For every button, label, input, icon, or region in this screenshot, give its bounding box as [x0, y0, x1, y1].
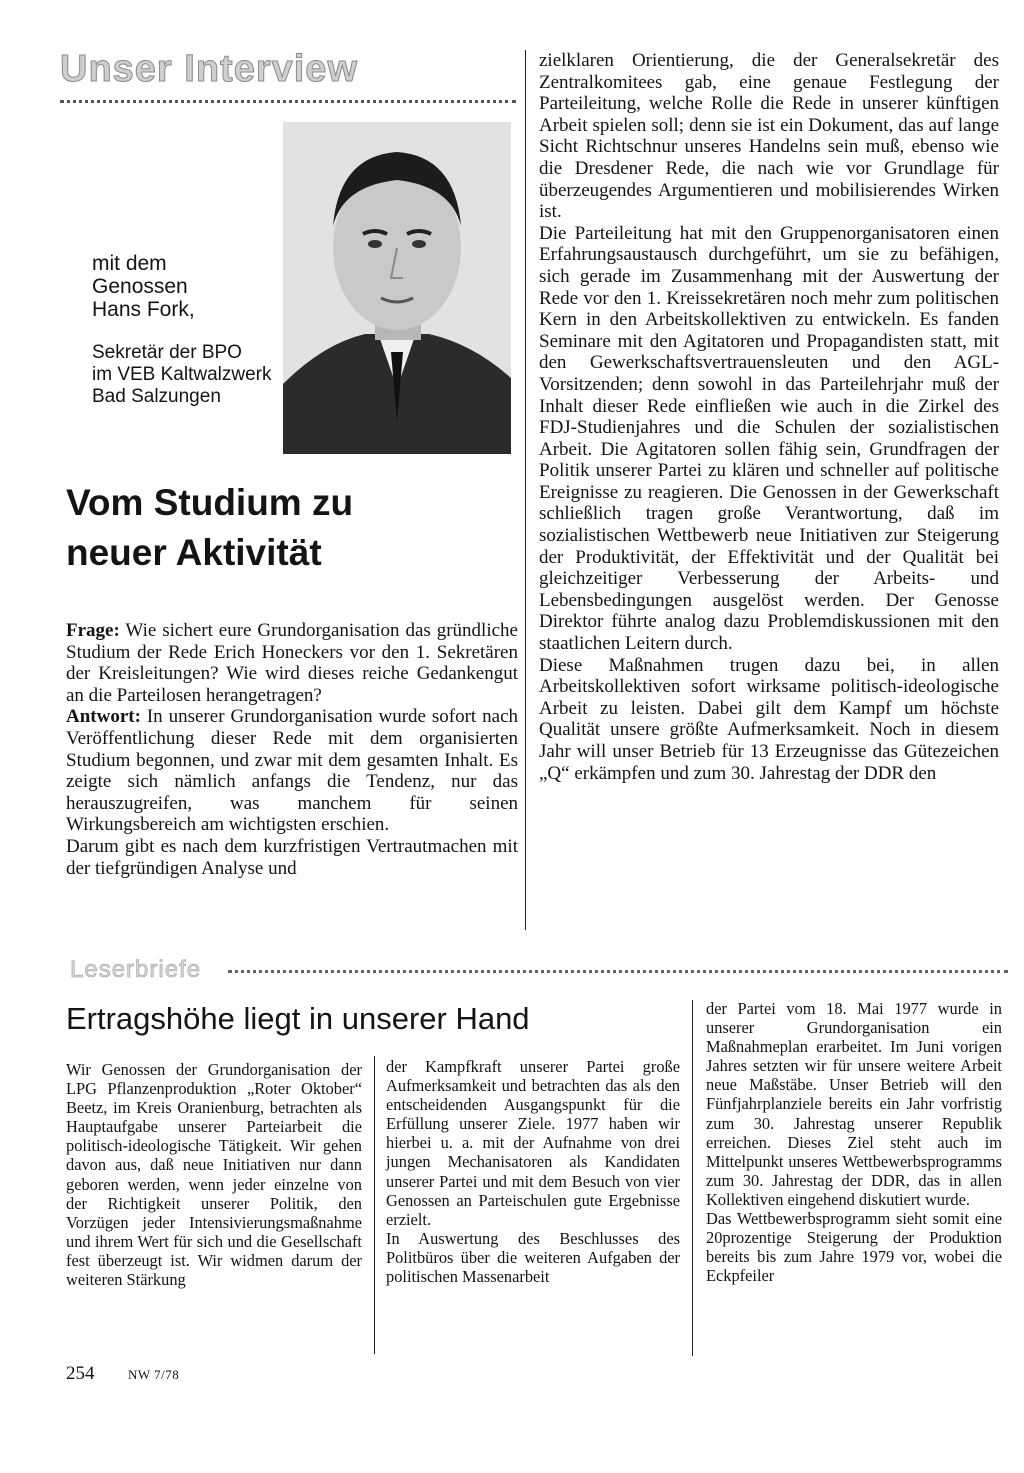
answer-label: Antwort:: [66, 706, 141, 728]
headline-line: Vom Studium zu: [66, 482, 354, 523]
intro-name-block: [92, 252, 282, 321]
letters-divider: [228, 970, 1008, 973]
letter-paragraph: der Kampfkraft unserer Partei große Aufmerksamkeit und betrachten das als den entscheidenden Ausgangspunkt für die Erfüllung unserer Ziele. 1977 haben wir hierbei u. a. mit der Aufnahme von drei jungen Mechanisatoren als Kandidaten unserer Partei und mit dem Besuch von vier Genossen an Parteischulen gute Ergebnisse erzielt.: [386, 1057, 680, 1229]
header-divider: [60, 100, 516, 103]
right-paragraph-3: Diese Maßnahmen trugen dazu bei, in allen Arbeitskollektiven sofort wirksame politisch-ideologische Arbeit zu leisten. Dabei gilt dem Kampf um höchste Qualität unsere größte Aufmerksamkeit. Noch in diesem Jahr will unser Betrieb für 13 Erzeugnisse das Gütezeichen „Q“ erkämpfen und zum 30. Jahrestag der DDR den: [539, 654, 999, 784]
letters-section-title: Leserbriefe: [70, 956, 202, 983]
interview-left-column: [66, 620, 518, 926]
letter-paragraph: der Partei vom 18. Mai 1977 wurde in unserer Grundorganisation ein Maßnahmeplan erarbeitet. Im Juni vorigen Jahres setzten wir für unsere weitere Arbeit neue Maßstäbe. Unser Betrieb will den Fünfjahrplanziele bereits ein Jahr vorfristig zum 30. Jahrestag unserer Republik erreichen. Dieses Ziel steht auch im Mittelpunkt unseres Wettbewerbsprogramms zum 30. Jahrestag der DDR, das in allen Kollektiven eingehend diskutiert wurde.: [706, 999, 1002, 1209]
question-label: Frage:: [66, 620, 120, 641]
page-number: 254: [66, 1363, 95, 1384]
portrait-photo: [283, 122, 511, 454]
answer-paragraph: [66, 706, 518, 836]
question-paragraph: [66, 620, 518, 706]
column-divider: [525, 50, 526, 930]
issue-label: NW 7/78: [128, 1367, 180, 1382]
answer-text: In unserer Grundorganisation wurde sofort nach Veröffentlichung dieser Rede mit dem organisierten Studium begonnen, und zwar mit dem gesamten Inhalt. Es zeigte sich nämlich anfangs die Tendenz, nur das herauszugreifen, was manchem für seinen Wirkungsbereich am wichtigsten erschien.: [66, 706, 519, 836]
question-text: Wie sichert eure Grundorganisation das gründliche Studium der Rede Erich Honeckers vor den 1. Sekretären der Kreisleitungen? Wie wird dieses reiche Gedankengut an die Parteilosen herangetragen?: [66, 620, 518, 706]
intro-line: mit dem: [92, 252, 167, 275]
column-divider: [374, 1056, 375, 1354]
intro-role-block: [92, 342, 292, 408]
letter-paragraph: In Auswertung des Beschlusses des Politbüros über die weiteren Aufgaben der politischen Massenarbeit: [386, 1228, 680, 1287]
intro-role-line: Sekretär der BPO: [92, 342, 242, 363]
column-divider: [692, 1000, 693, 1356]
letter-column-2: [386, 1057, 680, 1357]
letter-paragraph: Wir Genossen der Grundorganisation der LPG Pflanzenproduktion „Roter Oktober“ Beetz, im Kreis Oranienburg, betrachten als Hauptaufgabe unserer Parteiarbeit die politisch-ideologische Tätigkeit. Wir gehen davon aus, daß neue Initiativen nur dann geboren werden, wenn jeder einzelne von der Richtigkeit unserer Politik, den Vorzügen jeder Intensivierungsmaßnahme und ihrem Wert für sich und die Gesellschaft fest überzeugt ist. Wir widmen darum der weiteren Stärkung: [66, 1060, 362, 1290]
section-title: Unser Interview: [60, 48, 358, 90]
letters-headline: Ertragshöhe liegt in unserer Hand: [66, 1001, 530, 1036]
right-paragraph-1: zielklaren Orientierung, die der Generalsekretär des Zentralkomitees gab, eine genaue Festlegung der Parteileitung, welche Rolle die Rede in unserer künftigen Arbeit spielen soll; denn sie ist ein Dokument, das auf lange Sicht Richtschnur unseres Handelns sein muß, ebenso wie die Dresdener Rede, die nach wie vor Grundlage für überzeugendes Argumentieren und mobilisierendes Wirken ist.: [539, 50, 999, 223]
answer-paragraph-2: Darum gibt es nach dem kurzfristigen Vertrautmachen mit der tiefgründigen Analyse und: [66, 835, 518, 879]
intro-role-line: Bad Salzungen: [92, 386, 221, 407]
article-headline: [66, 478, 486, 578]
intro-line: Hans Fork,: [92, 298, 195, 321]
letter-column-3: [706, 999, 1002, 1355]
intro-role-line: im VEB Kaltwalzwerk: [92, 364, 272, 385]
headline-line: neuer Aktivität: [66, 532, 322, 573]
letter-column-1: [66, 1060, 362, 1352]
interview-right-column: [539, 50, 999, 922]
intro-line: Genossen: [92, 275, 188, 298]
portrait-photo-drawing: [283, 122, 511, 454]
right-paragraph-2: Die Parteileitung hat mit den Gruppenorganisatoren einen Erfahrungsaustausch durchgeführt, um sie zu befähigen, sich gerade im Zusammenhang mit der Auswertung der Rede vor den 1. Kreissekretären noch mehr zum politischen Kern in den Arbeitskollektiven zu entwickeln. Es fanden Seminare mit den Agitatoren und Propagandisten statt, mit den Gewerkschaftsvertrauensleuten und den AGL-Vorsitzenden; denn sowohl in das Parteilehrjahr muß der Inhalt dieser Rede einfließen wie auch in die Zirkel des FDJ-Studienjahres und die Schulen der sozialistischen Arbeit. Die Agitatoren sollen fähig sein, Grundfragen der Politik unserer Partei zu klären und schneller auf politische Ereignisse zu reagieren. Die Genossen in der Gewerkschaft schließlich tragen große Verantwortung, daß im sozialistischen Wettbewerb neue Initiativen zur Steigerung der Produktivität, der Effektivität und der Qualität bei gleichzeitiger Verbesserung der Arbeits- und Lebensbedingungen ausgelöst werden. Der Genosse Direktor führte analog dazu Problemdiskussionen mit den staatlichen Leitern durch.: [539, 222, 999, 655]
letter-paragraph: Das Wettbewerbsprogramm sieht somit eine 20prozentige Steigerung der Produktion bereits bis zum Jahre 1979 vor, wobei die Eckpfeiler: [706, 1209, 1002, 1286]
